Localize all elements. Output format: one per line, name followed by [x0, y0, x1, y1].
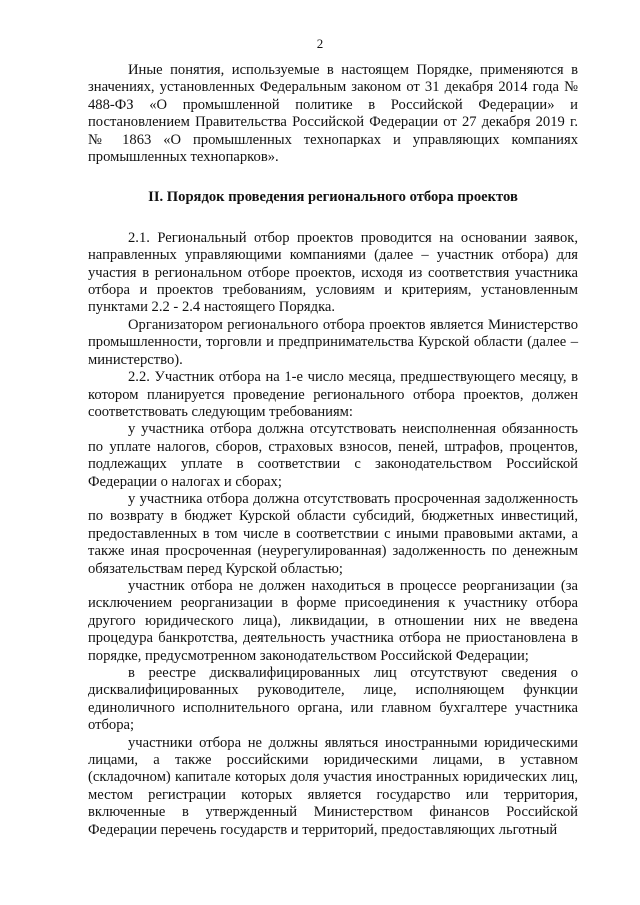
- requirement-debt: у участника отбора должна отсутствовать просроченная задолженность по возврату в бюджет Курской области субсидий, бюджетных инвестиций, предоставленных в том числе в соответствии с иными правовыми актами, а также иная просроченная (неурегулированная) задолженность по денежным обязательствам перед Курской областью;: [88, 490, 578, 577]
- section-heading: II. Порядок проведения регионального отбора проектов: [148, 189, 518, 206]
- page-number: 2: [316, 36, 324, 51]
- document-body: [88, 62, 578, 839]
- paragraph-organizer: Организатором регионального отбора проектов является Министерство промышленности, торговли и предпринимательства Курской области (далее – министерство).: [88, 316, 578, 368]
- paragraph-2-1: 2.1. Региональный отбор проектов проводится на основании заявок, направленных управляющими компаниями (далее – участник отбора) для участия в региональном отборе проектов, исходя из соответствия участника отбора и проектов требованиям, условиям и критериям, установленным пунктами 2.2 - 2.4 настоящего Порядка.: [88, 229, 578, 316]
- intro-paragraph: Иные понятия, используемые в настоящем Порядке, применяются в значениях, установленных Федеральным законом от 31 декабря 2014 года № 488-ФЗ «О промышленной политике в Российской Федерации» и постановлением Правительства Российской Федерации от 27 декабря 2019 г. № 1863 «О промышленных технопарках и управляющих компаниях промышленных технопарков».: [88, 62, 578, 166]
- paragraph-2-2: 2.2. Участник отбора на 1-е число месяца, предшествующего месяцу, в котором планируется проведение регионального отбора проектов, должен соответствовать следующим требованиям:: [88, 369, 578, 420]
- requirement-taxes: у участника отбора должна отсутствовать неисполненная обязанность по уплате налогов, сборов, страховых взносов, пеней, штрафов, процентов, подлежащих уплате в соответствии с законодательством Российской Федерации о налогах и сборах;: [88, 421, 578, 490]
- requirement-foreign: участники отбора не должны являться иностранными юридическими лицами, а также российскими юридическими лицами, в уставном (складочном) капитале которых доля участия иностранных юридических лиц, местом регистрации которых является государство или территория, включенные в утвержденный Министерством финансов Российской Федерации перечень государств и территорий, предоставляющих льготный: [88, 734, 578, 838]
- requirement-reorganization: участник отбора не должен находиться в процессе реорганизации (за исключением реорганизации в форме присоединения к участнику отбора другого юридического лица), ликвидации, в отношении них не введена процедура банкротства, деятельность участника отбора не приостановлена в порядке, предусмотренном законодательством Российской Федерации;: [88, 577, 578, 664]
- requirement-disqualified: в реестре дисквалифицированных лиц отсутствуют сведения о дисквалифицированных руководителе, лице, исполняющем функции единоличного исполнительного органа, или главном бухгалтере участника отбора;: [88, 665, 578, 734]
